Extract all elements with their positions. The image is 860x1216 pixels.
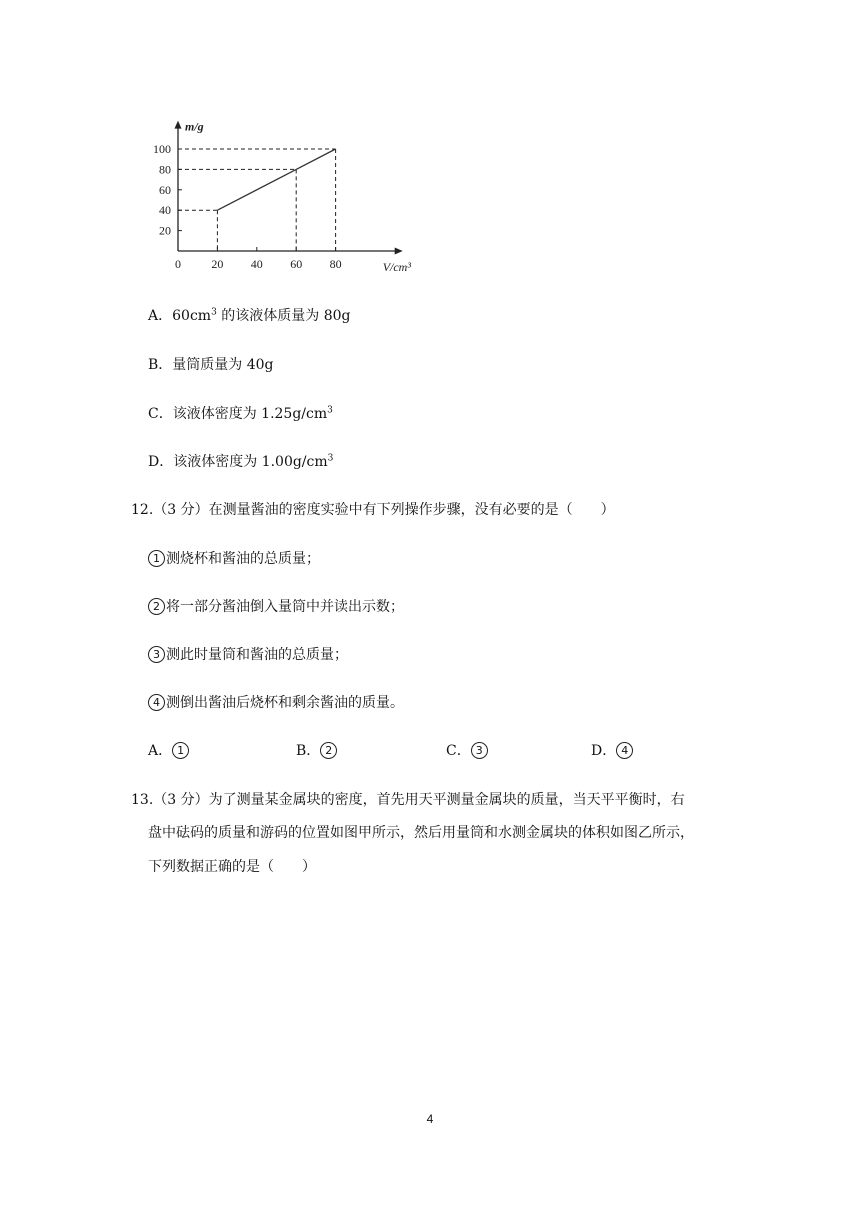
y-tick-label: 20 <box>159 223 171 238</box>
y-axis-arrow-icon <box>175 121 182 129</box>
circle-number-icon: 3 <box>471 742 488 759</box>
y-tick-label: 80 <box>159 162 171 177</box>
y-axis-label: m/g <box>185 119 204 134</box>
option-c <box>148 404 333 424</box>
step-text: 测烧杯和酱油的总质量； <box>166 551 320 567</box>
circle-number-icon: 2 <box>148 598 165 615</box>
x-tick-label: 0 <box>175 257 181 271</box>
q12-option-b <box>296 741 338 761</box>
question-12-stem: 12.（3 分）在测量酱油的密度实验中有下列操作步骤，没有必要的是（ ） <box>131 502 615 518</box>
option-a-text: 的该液体质量为 80g <box>216 308 351 324</box>
option-a-label: A． <box>148 308 173 324</box>
option-label: D． <box>591 743 617 759</box>
series-line <box>217 149 335 210</box>
step-3 <box>148 645 348 665</box>
circle-number-icon: 1 <box>172 742 189 759</box>
page-number: 4 <box>426 1112 434 1126</box>
option-label: B． <box>296 743 321 759</box>
x-axis-label: V/cm³ <box>382 260 411 274</box>
option-d-sup: 3 <box>327 453 334 464</box>
option-label: C． <box>446 743 471 759</box>
question-13-line-3: 下列数据正确的是（ ） <box>148 859 316 875</box>
step-4 <box>148 693 404 713</box>
option-c-sup: 3 <box>327 405 333 416</box>
option-c-text: C．该液体密度为 1.25g/cm <box>148 406 328 422</box>
step-1 <box>148 549 320 569</box>
option-label: A． <box>148 743 173 759</box>
circle-number-icon: 4 <box>148 694 165 711</box>
y-tick-label: 60 <box>159 182 171 197</box>
step-text: 将一部分酱油倒入量筒中并读出示数； <box>166 599 404 615</box>
step-2 <box>148 597 404 617</box>
mass-volume-chart <box>150 108 440 278</box>
step-text: 测倒出酱油后烧杯和剩余酱油的质量。 <box>166 695 404 711</box>
option-a <box>148 306 350 326</box>
x-tick-label: 20 <box>211 257 224 271</box>
circle-number-icon: 3 <box>148 646 165 663</box>
circle-number-icon: 1 <box>148 550 165 567</box>
q12-option-a <box>148 741 190 761</box>
question-13-line-1: 13.（3 分）为了测量某金属块的密度，首先用天平测量金属块的质量，当天平平衡时，右 <box>131 792 685 808</box>
x-axis-arrow-icon <box>395 248 403 255</box>
q12-option-d <box>591 741 634 761</box>
step-text: 测此时量筒和酱油的总质量； <box>166 647 348 663</box>
q12-option-c <box>446 741 489 761</box>
question-13-line-2: 盘中砝码的质量和游码的位置如图甲所示，然后用量筒和水测金属块的体积如图乙所示， <box>148 825 694 841</box>
y-tick-label: 100 <box>153 142 171 156</box>
option-b: B．量筒质量为 40g <box>148 357 274 373</box>
y-tick-label: 40 <box>159 203 171 218</box>
circle-number-icon: 2 <box>320 742 337 759</box>
option-a-volume: 60cm <box>172 308 212 324</box>
circle-number-icon: 4 <box>616 742 633 759</box>
x-tick-label: 40 <box>250 257 263 271</box>
x-tick-label: 80 <box>329 257 342 271</box>
option-d-text: D．该液体密度为 1.00g/cm <box>148 454 328 470</box>
option-a-sup: 3 <box>211 307 217 318</box>
option-d <box>148 452 333 472</box>
x-tick-label: 60 <box>290 257 303 271</box>
